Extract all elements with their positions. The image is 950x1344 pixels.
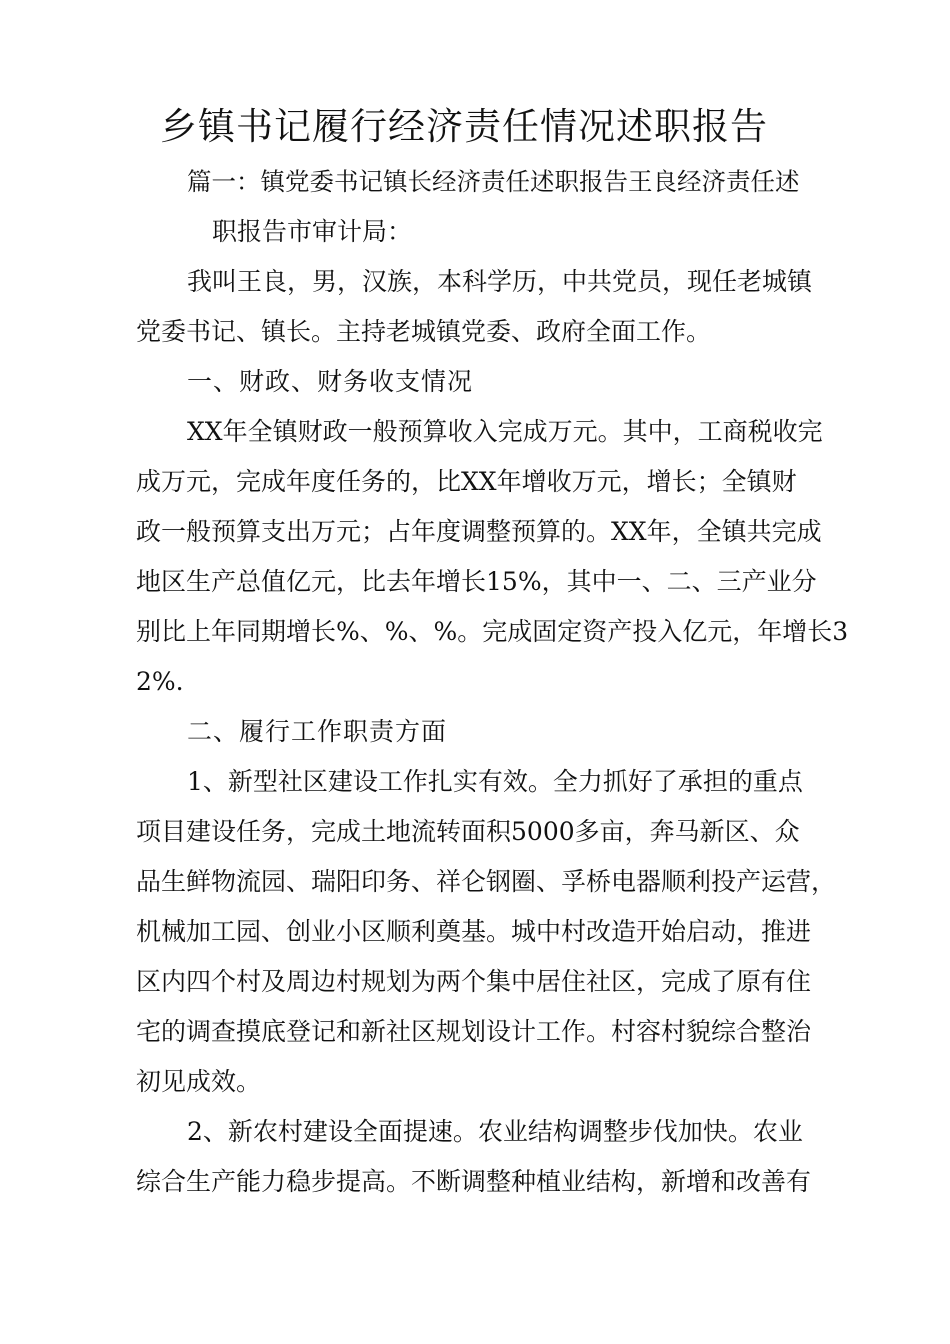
paragraph-line: 成万元，完成年度任务的，比XX年增收万元，增长；全镇财 xyxy=(136,467,797,496)
paragraph-line: 职报告市审计局： xyxy=(212,217,413,246)
paragraph-line: 区内四个村及周边村规划为两个集中居住社区，完成了原有住 xyxy=(136,967,812,996)
section-heading: 一、财政、财务收支情况 xyxy=(187,367,474,396)
paragraph-line: 机械加工园、创业小区顺利奠基。城中村改造开始启动，推进 xyxy=(136,917,812,946)
document-title: 乡镇书记履行经济责任情况述职报告 xyxy=(160,105,768,148)
paragraph-line: 篇一：镇党委书记镇长经济责任述职报告王良经济责任述 xyxy=(187,167,800,196)
paragraph-line: 品生鲜物流园、瑞阳印务、祥仑钢圈、孚桥电器顺利投产运营， xyxy=(136,867,837,896)
paragraph-line: 2%. xyxy=(136,667,184,696)
paragraph-line: 1、新型社区建设工作扎实有效。全力抓好了承担的重点 xyxy=(187,767,803,796)
paragraph-line: 别比上年同期增长%、%、%。完成固定资产投入亿元，年增长3 xyxy=(136,617,849,646)
paragraph-line: 宅的调查摸底登记和新社区规划设计工作。村容村貌综合整治 xyxy=(136,1017,812,1046)
paragraph-line: 党委书记、镇长。主持老城镇党委、政府全面工作。 xyxy=(136,317,712,346)
paragraph-line: 初见成效。 xyxy=(136,1067,262,1096)
paragraph-line: 我叫王良，男，汉族，本科学历，中共党员，现任老城镇 xyxy=(187,267,813,296)
section-heading: 二、履行工作职责方面 xyxy=(187,717,448,746)
paragraph-line: 综合生产能力稳步提高。不断调整种植业结构，新增和改善有 xyxy=(136,1167,812,1196)
paragraph-line: 政一般预算支出万元；占年度调整预算的。XX年，全镇共完成 xyxy=(136,517,822,546)
paragraph-line: 地区生产总值亿元，比去年增长15%，其中一、二、三产业分 xyxy=(136,567,817,596)
paragraph-line: 2、新农村建设全面提速。农业结构调整步伐加快。农业 xyxy=(187,1117,803,1146)
paragraph-line: XX年全镇财政一般预算收入完成万元。其中，工商税收完 xyxy=(187,417,823,446)
paragraph-line: 项目建设任务，完成土地流转面积5000多亩，奔马新区、众 xyxy=(136,817,800,846)
